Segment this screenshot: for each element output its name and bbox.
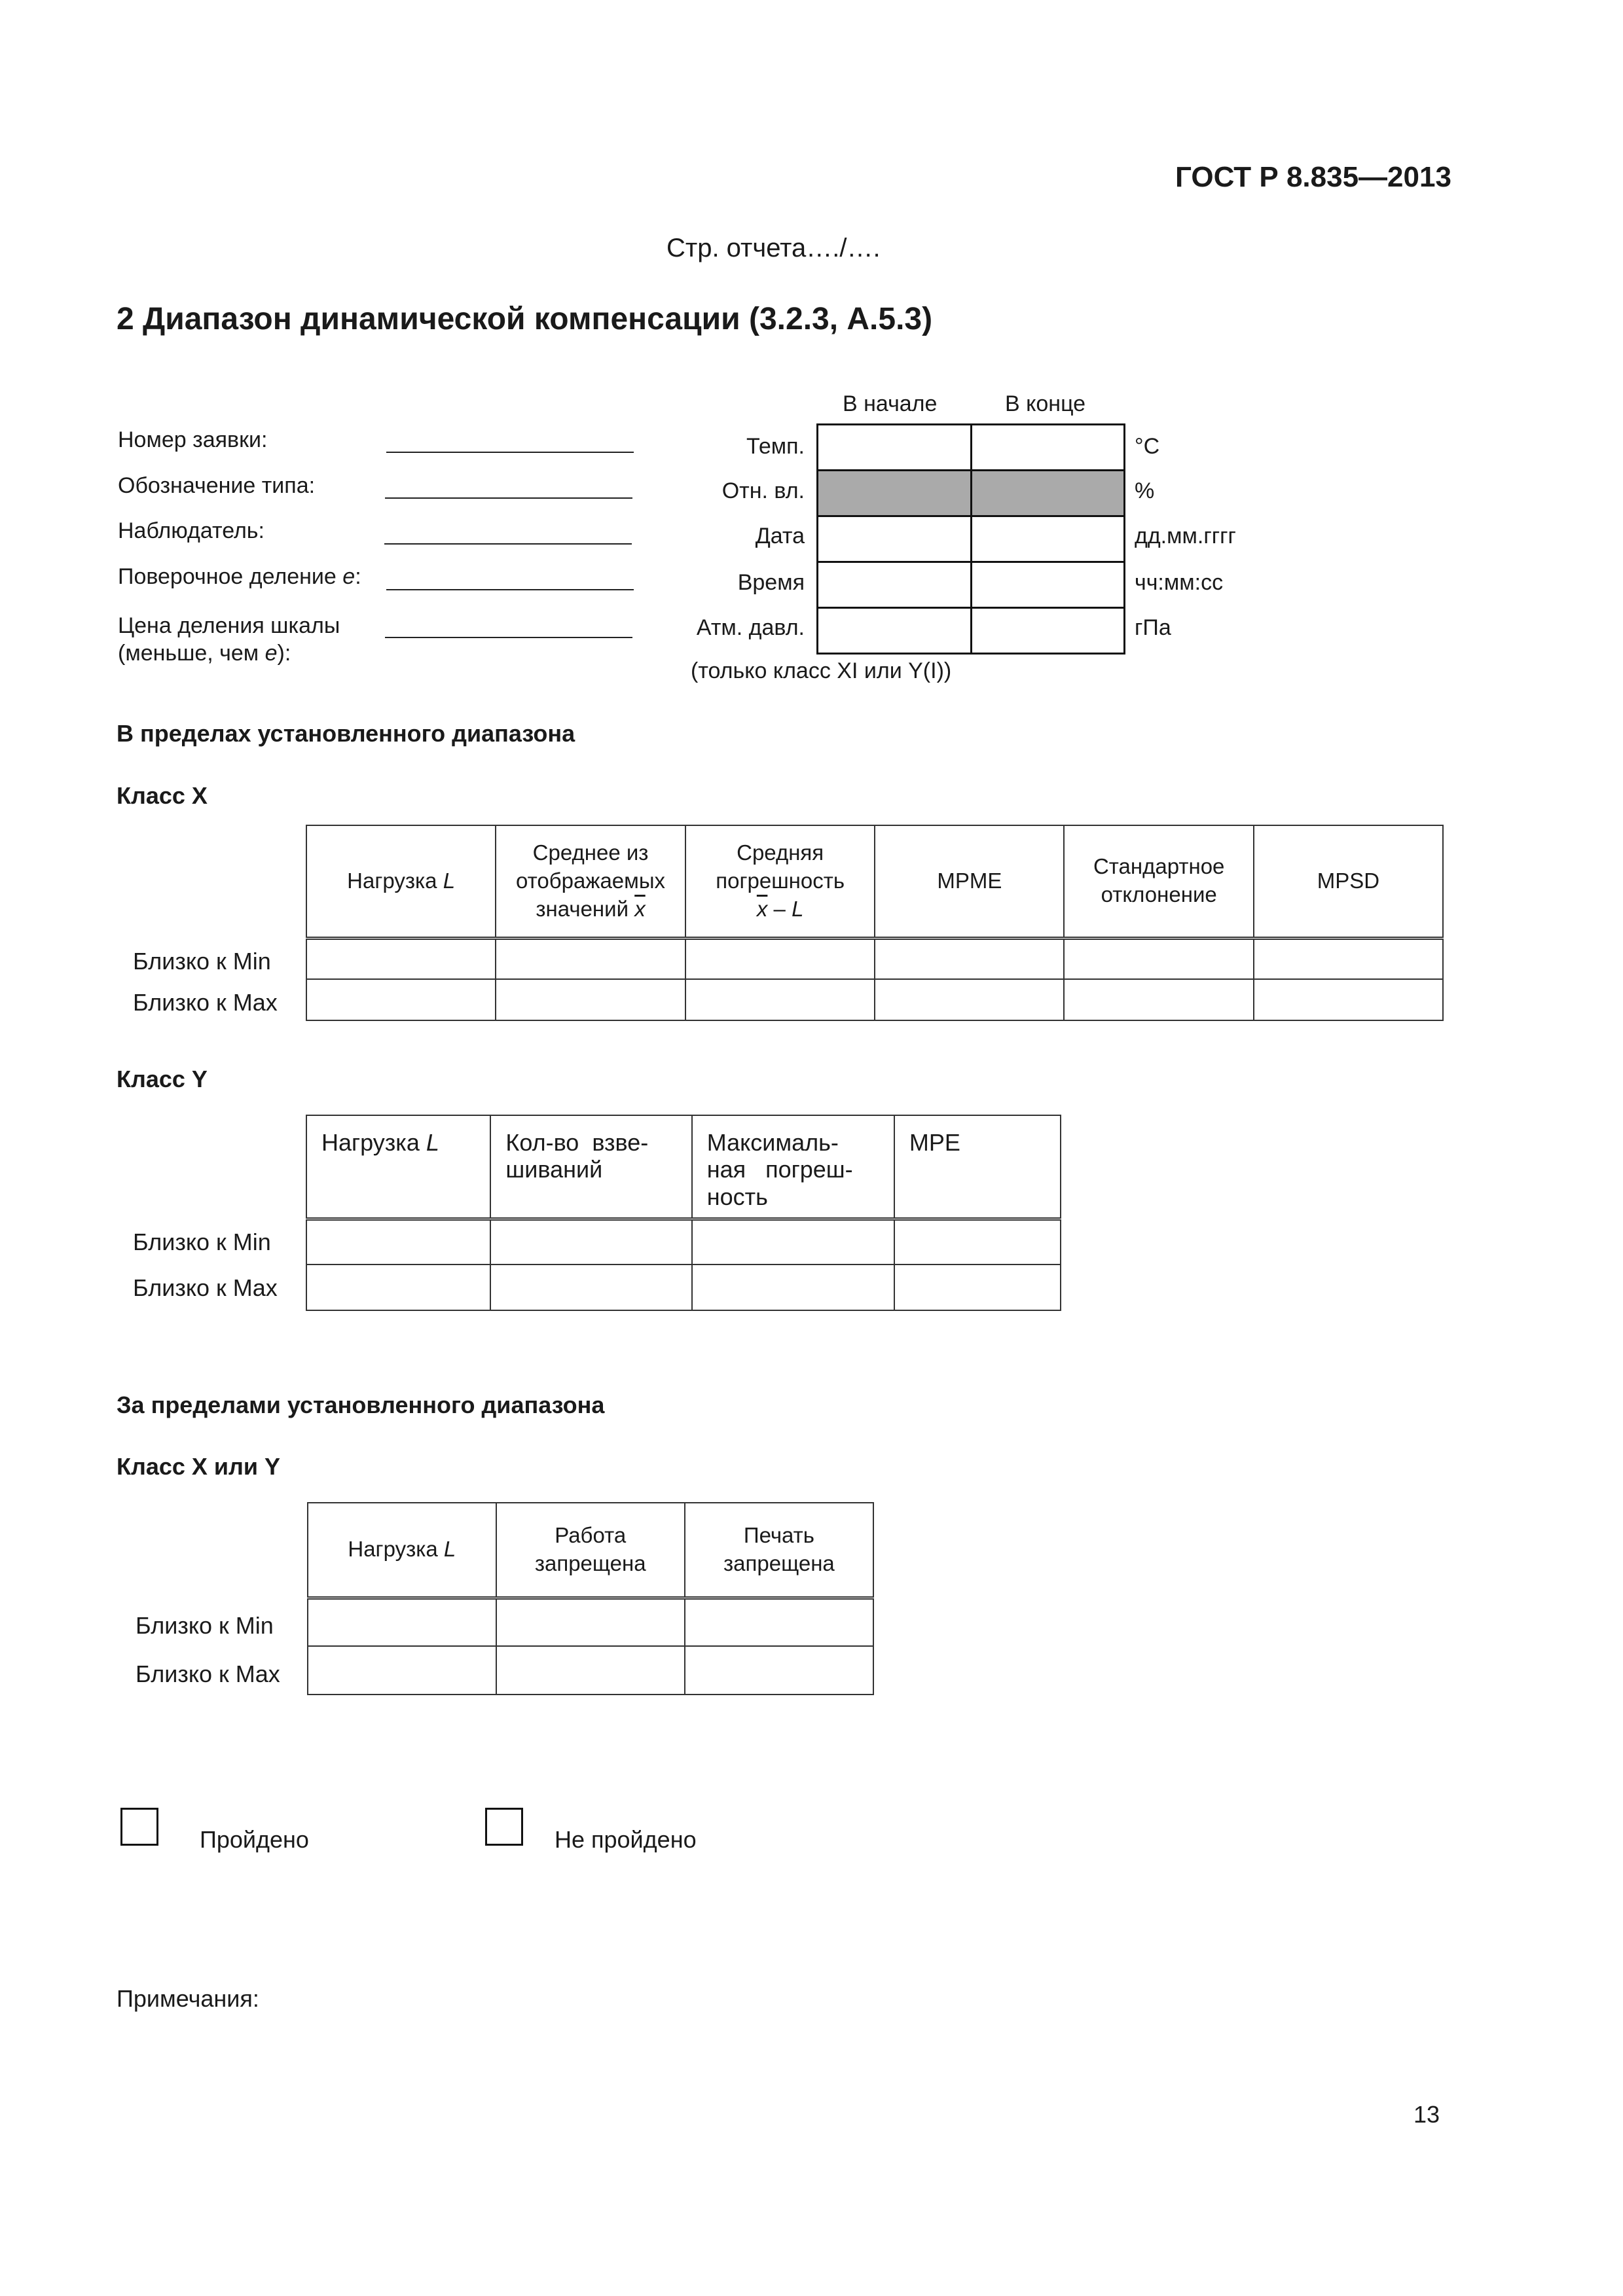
- class-xy-cell[interactable]: [308, 1646, 496, 1695]
- field-line-verification-interval[interactable]: [386, 589, 634, 590]
- class-x-table: [306, 825, 1444, 1021]
- class-y-cell[interactable]: [490, 1265, 691, 1310]
- conditions-unit-date: дд.мм.гггг: [1135, 524, 1236, 548]
- cell-humidity-end: [971, 471, 1125, 516]
- class-x-header-mpme: MPME: [875, 825, 1064, 938]
- class-xy-row-label-min: Близко к Min: [136, 1612, 274, 1639]
- class-x-cell[interactable]: [1254, 979, 1443, 1020]
- class-x-header-mean-error: Средняя погрешность $\overline{x}$ – L: [685, 825, 875, 938]
- class-y-header-mpe: MPE: [894, 1115, 1061, 1219]
- class-x-heading: Класс X: [117, 782, 208, 809]
- field-line-scale-interval[interactable]: [385, 637, 632, 638]
- passed-label: Пройдено: [200, 1826, 309, 1853]
- outside-range-heading: За пределами установленного диапазона: [117, 1391, 605, 1418]
- page-number: 13: [1413, 2101, 1440, 2128]
- cell-pressure-start[interactable]: [818, 608, 972, 654]
- conditions-row-label-humidity: Отн. вл.: [721, 478, 805, 503]
- passed-checkbox[interactable]: [120, 1808, 158, 1846]
- conditions-row-label-temp: Темп.: [746, 434, 805, 459]
- class-y-table: [306, 1115, 1061, 1311]
- class-x-cell[interactable]: [496, 979, 685, 1020]
- cell-time-start[interactable]: [818, 562, 972, 608]
- conditions-col-start: В начале: [843, 391, 938, 416]
- class-y-row-label-min: Близко к Min: [133, 1229, 271, 1255]
- conditions-unit-pressure: гПа: [1135, 615, 1171, 640]
- class-y-cell[interactable]: [490, 1219, 691, 1265]
- class-y-cell[interactable]: [692, 1219, 894, 1265]
- class-xy-row-label-max: Близко к Max: [136, 1660, 280, 1687]
- class-y-cell[interactable]: [306, 1219, 490, 1265]
- class-y-header-load: Нагрузка L: [306, 1115, 490, 1219]
- field-label-verification-interval: Поверочное деление e:: [118, 564, 361, 589]
- class-x-cell[interactable]: [875, 938, 1064, 979]
- class-x-cell[interactable]: [306, 938, 496, 979]
- field-label-type-designation: Обозначение типа:: [118, 473, 316, 498]
- class-x-header-load: Нагрузка L: [306, 825, 496, 938]
- class-x-cell[interactable]: [1064, 938, 1254, 979]
- conditions-unit-temp: °C: [1135, 434, 1160, 459]
- class-y-header-max-error: Максималь- ная погреш- ность: [692, 1115, 894, 1219]
- class-xy-cell[interactable]: [496, 1598, 685, 1646]
- conditions-col-end: В конце: [1005, 391, 1086, 416]
- cell-temp-end[interactable]: [971, 425, 1125, 471]
- field-line-type-designation[interactable]: [385, 497, 632, 499]
- field-label-observer: Наблюдатель:: [118, 518, 264, 543]
- failed-label: Не пройдено: [555, 1826, 697, 1853]
- class-xy-table: [307, 1502, 874, 1695]
- class-x-cell[interactable]: [1064, 979, 1254, 1020]
- class-x-row-label-max: Близко к Max: [133, 989, 278, 1016]
- class-y-header-count: Кол-во взве- шиваний: [490, 1115, 691, 1219]
- class-x-row-label-min: Близко к Min: [133, 948, 271, 975]
- conditions-row-label-pressure: Атм. давл.: [696, 615, 805, 640]
- failed-checkbox[interactable]: [485, 1808, 523, 1846]
- class-xy-cell[interactable]: [308, 1598, 496, 1646]
- report-page-counter: Стр. отчета…./….: [666, 234, 881, 262]
- class-xy-cell[interactable]: [496, 1646, 685, 1695]
- class-xy-heading: Класс X или Y: [117, 1453, 281, 1480]
- cell-humidity-start: [818, 471, 972, 516]
- cell-pressure-end[interactable]: [971, 608, 1125, 654]
- class-xy-header-load: Нагрузка L: [308, 1503, 496, 1598]
- cell-date-end[interactable]: [971, 516, 1125, 562]
- conditions-unit-humidity: %: [1135, 478, 1155, 503]
- class-x-header-mean: Среднее из отображаемых значений $\overline{x}$: [496, 825, 685, 938]
- class-xy-header-operation-blocked: Работа запрещена: [496, 1503, 685, 1598]
- conditions-unit-time: чч:мм:сс: [1135, 570, 1224, 595]
- standard-number: ГОСТ Р 8.835—2013: [1175, 161, 1451, 193]
- class-x-cell[interactable]: [685, 938, 875, 979]
- field-label-request-number: Номер заявки:: [118, 427, 268, 452]
- field-label-scale-interval: Цена деления шкалы (меньше, чем e):: [118, 613, 340, 666]
- section-title: 2 Диапазон динамической компенсации (3.2.3, A.5.3): [117, 302, 933, 336]
- field-line-request-number[interactable]: [386, 452, 634, 453]
- field-line-observer[interactable]: [384, 543, 632, 545]
- class-y-heading: Класс Y: [117, 1066, 208, 1092]
- class-x-cell[interactable]: [685, 979, 875, 1020]
- class-x-cell[interactable]: [306, 979, 496, 1020]
- conditions-row-label-time: Время: [737, 570, 805, 595]
- cell-date-start[interactable]: [818, 516, 972, 562]
- conditions-table: [816, 423, 1125, 655]
- class-x-cell[interactable]: [875, 979, 1064, 1020]
- class-xy-cell[interactable]: [685, 1598, 873, 1646]
- conditions-note: (только класс XI или Y(I)): [691, 658, 952, 683]
- cell-temp-start[interactable]: [818, 425, 972, 471]
- class-x-header-std-dev: Стандартное отклонение: [1064, 825, 1254, 938]
- class-y-cell[interactable]: [894, 1219, 1061, 1265]
- notes-label: Примечания:: [117, 1985, 259, 2012]
- class-x-header-mpsd: MPSD: [1254, 825, 1443, 938]
- cell-time-end[interactable]: [971, 562, 1125, 608]
- class-xy-cell[interactable]: [685, 1646, 873, 1695]
- class-x-cell[interactable]: [1254, 938, 1443, 979]
- class-y-cell[interactable]: [692, 1265, 894, 1310]
- class-y-row-label-max: Близко к Max: [133, 1274, 278, 1301]
- class-x-cell[interactable]: [496, 938, 685, 979]
- class-xy-header-printing-blocked: Печать запрещена: [685, 1503, 873, 1598]
- within-range-heading: В пределах установленного диапазона: [117, 720, 575, 747]
- class-y-cell[interactable]: [894, 1265, 1061, 1310]
- class-y-cell[interactable]: [306, 1265, 490, 1310]
- conditions-row-label-date: Дата: [755, 524, 805, 548]
